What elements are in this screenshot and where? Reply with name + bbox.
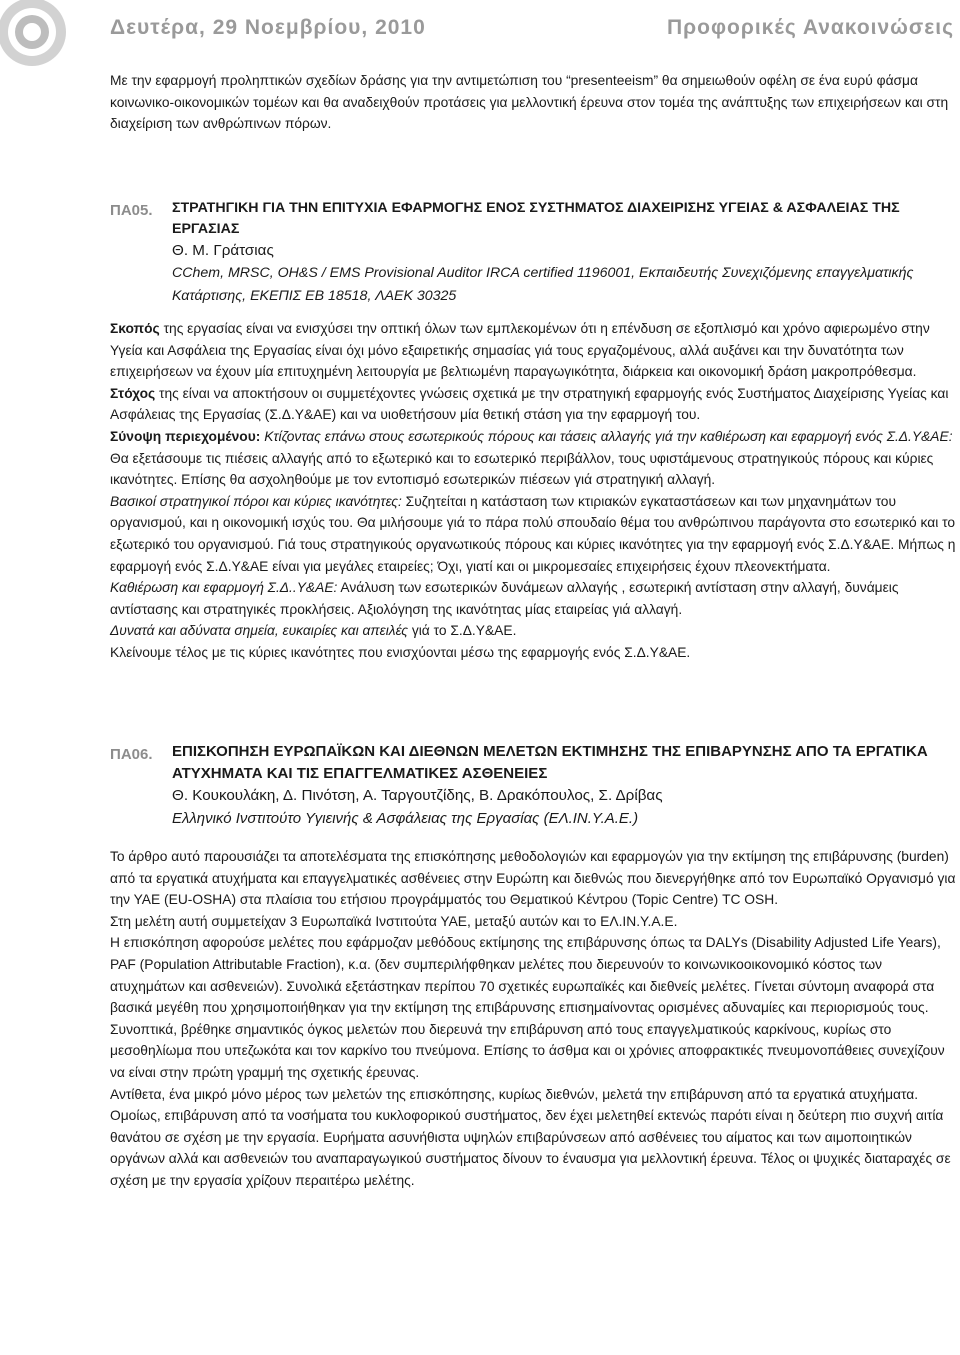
abstract-authors: Θ. Κουκουλάκη, Δ. Πινότση, Α. Ταργουτζίδης, Β. Δρακόπουλος, Σ. Δρίβας — [172, 787, 663, 804]
swot-label: Δυνατά και αδύνατα σημεία, ευκαιρίες και απειλές — [110, 623, 408, 639]
abstract-header-pa06 — [172, 741, 958, 830]
body-paragraph: Το άρθρο αυτό παρουσιάζει τα αποτελέσματα της επισκόπησης μεθοδολογιών και εφαρμογών για την εκτίμηση της επιβάρυνσης (burden) από τα εργατικά ατυχήματα και επαγγελματικές ασθένειες στην Ευρώπη και διεθνώς που διενεργήθηκε από τον Ευρωπαϊκό Οργανισμό για την ΥΑΕ (EU-OSHA) στα πλαίσια του ετήσιου προγράμματός του Θεματικού Κέντρου (Topic Centre) TC OSH. — [110, 849, 956, 908]
purpose-label: Σκοπός — [110, 321, 160, 336]
goal-paragraph — [110, 383, 958, 426]
implementation-text: Ανάλυση των εσωτερικών δυνάμεων αλλαγής , εσωτερική αντίσταση στην αλλαγή, δυνάμεις αντίστασης και στρατηγικές προκλήσεις. Αξιολόγηση της ικανότητας μίας εταιρείας γιά αλλαγή. — [110, 580, 899, 617]
abstract-title: ΕΠΙΣΚΟΠΗΣΗ ΕΥΡΩΠΑΪΚΩΝ ΚΑΙ ΔΙΕΘΝΩΝ ΜΕΛΕΤΩΝ ΕΚΤΙΜΗΣΗΣ ΤΗΣ ΕΠΙΒΑΡΥΝΣΗΣ ΑΠΟ ΤΑ ΕΡΓΑΤΙΚΑ ΑΤΥΧΗΜΑΤΑ ΚΑΙ ΤΙΣ ΕΠΑΓΓΕΛΜΑΤΙΚΕΣ ΑΣΘΕΝΕΙΕΣ — [172, 743, 928, 782]
header-date: Δευτέρα, 29 Νοεμβρίου, 2010 — [110, 16, 426, 39]
swot-text: γιά το Σ.Δ.Υ&ΑΕ. — [407, 623, 517, 639]
resources-paragraph — [110, 491, 958, 577]
closing-paragraph: Κλείνουμε τέλος με τις κύριες ικανότητες που ενισχύονται μέσω της εφαρμογής ενός Σ.Δ.Υ&ΑΕ. — [110, 644, 691, 660]
header-section-title: Προφορικές Ανακοινώσεις — [667, 16, 954, 39]
abstract-body-pa05 — [110, 318, 958, 664]
abstract-affiliation: Ελληνικό Ινστιτούτο Υγιεινής & Ασφάλειας της Εργασίας (ΕΛ.ΙΝ.Υ.Α.Ε.) — [172, 809, 639, 827]
purpose-text: της εργασίας είναι να ενισχύσει την οπτική όλων των εμπλεκομένων ότι η επένδυση σε εξοπλισμό και χρόνο αφιερωμένο στην Υγεία και Ασφάλεια της Εργασίας είναι όχι μόνο εξαιρετικής σημασίας γιά τους εργαζομένους, αλλά αυξάνει και την δυνατότητα των επιχειρήσεων να έχουν μία επιτυχημένη λειτουργία με βελτιωμένη παραγωγικότητα, διάρκεια και οικονομική δράση μακροπρόθεσμα. — [110, 321, 930, 380]
summary-paragraph — [110, 426, 958, 491]
abstract-title: ΣΤΡΑΤΗΓΙΚΗ ΓΙΑ ΤΗΝ ΕΠΙΤΥΧΙΑ ΕΦΑΡΜΟΓΗΣ ΕΝΟΣ ΣΥΣΤΗΜΑΤΟΣ ΔΙΑΧΕΙΡΙΣΗΣ ΥΓΕΙΑΣ & ΑΣΦΑΛΕΙΑΣ ΤΗΣ ΕΡΓΑΣΙΑΣ — [172, 200, 900, 237]
abstract-code-pa05: ΠΑ05. — [110, 202, 153, 219]
swot-paragraph — [110, 620, 958, 642]
goal-text: της είναι να αποκτήσουν οι συμμετέχοντες γνώσεις σχετικά με την στρατηγική εφαρμογής ενός Συστήματος Διαχείρισης Υγείας και Ασφάλειας της Εργασίας (Σ.Δ.Υ&ΑΕ) και να υιοθετήσουν μία θετική στάση για την εφαρμογή του. — [110, 385, 949, 423]
goal-label: Στόχος — [110, 385, 156, 401]
circle-logo-icon — [0, 0, 74, 74]
abstract-code-pa06: ΠΑ06. — [110, 746, 153, 763]
body-paragraph: Στη μελέτη αυτή συμμετείχαν 3 Ευρωπαϊκά Ινστιτούτα ΥΑΕ, μεταξύ αυτών και το ΕΛ.ΙΝ.Υ.Α.Ε. — [110, 913, 678, 929]
abstract-body-pa06 — [110, 846, 958, 1192]
resources-text: Συζητείται η κατάσταση των κτιριακών εγκαταστάσεων και των μηχανημάτων του οργανισμού, και η οικονομική ισχύς του. Θα μιλήσουμε γιά το πάρα πολύ σπουδαίο θέμα του ανθρώπινου παράγοντα στο εσωτερικό και το εξωτερικό του οργανισμού. Γιά τους στρατηγικούς οργανωτικούς πόρους και κύριες ικανότητες για την εφαρμογή ενός Σ.Δ.Υ&ΑΕ. Μήπως η εφαρμογή ενός Σ.Δ.Υ&ΑΕ είναι για μεγάλες εταιρείες; Όχι, γιατί και οι μικρομεσαίες επιχειρήσεις έχουν πλεονεκτήματα. — [110, 493, 956, 574]
purpose-paragraph — [110, 318, 958, 383]
body-paragraph: Η επισκόπηση αφορούσε μελέτες που εφάρμοζαν μεθόδους εκτίμησης της επιβάρυνσης όπως τα DALYs (Disability Adjusted Life Years), PAF (Population Attributable Fraction), κ.α. (δεν συμπεριλήφθηκαν μελέτες που διερευνούν το κοινωνικοοικονομικό κόστος των ατυχημάτων και ασθενειών). Συνολικά εξετάστηκαν περίπου 70 σχετικές ευρωπαϊκές και διεθνείς μελέτες. Γίνεται σύντομη αναφορά στα βασικά μεγέθη που χρησιμοποιήθηκαν για την εκτίμηση της επιβάρυνσης επισημαίνοντας ορισμένες αδυναμίες και περιορισμούς τους. — [110, 935, 941, 1016]
summary-text: Θα εξετάσουμε τις πιέσεις αλλαγής από το εξωτερικό και το εσωτερικό περιβάλλον, τους υφιστάμενους στρατηγικούς πόρους και κύριες ικανότητες. Επίσης θα ασχοληθούμε με τον εντοπισμό εσωτερικών πιέσεων γιά στρατηγική αλλαγή. — [110, 450, 934, 488]
body-paragraph: Αντίθετα, ένα μικρό μόνο μέρος των μελετών της επισκόπησης, κυρίως διεθνών, μελετά την επιβάρυνση από τα εργατικά ατυχήματα. — [110, 1086, 919, 1102]
body-paragraph: Ομοίως, επιβάρυνση από τα νοσήματα του κυκλοφορικού συστήματος, δεν έχει μελετηθεί εκτενώς παρότι είναι η δεύτερη πιο συχνή αιτία θανάτου σε σχέση με την εργασία. Ευρήματα ασυνήθιστα υψηλών επιβαρύνσεων από ασθένειες του αίματος και των αιμοποιητικών οργάνων αλλά και ασθενειών του αναπαραγωγικού συστήματος δίνουν το έναυσμα για μελλοντική έρευνα. Τέλος οι ψυχικές διαταραχές σε σχέση με την εργασία χρίζουν περαιτέρω μελέτης. — [110, 1108, 951, 1188]
body-paragraph: Συνοπτικά, βρέθηκε σημαντικός όγκος μελετών που διερευνά την επιβάρυνση από τους επαγγελματικούς καρκίνους, κυρίως στο μεσοθηλίωμα που υπεζωκότα και τον καρκίνο του πνεύμονα. Επίσης το άσθμα και οι χρόνιες αποφρακτικές πνευμονοπάθειες συνεχίζουν να είναι στην πρώτη γραμμή της σχετικής έρευνας. — [110, 1021, 945, 1080]
implementation-paragraph — [110, 577, 958, 620]
abstract-affiliation: CChem, MRSC, OH&S / EMS Provisional Auditor IRCA certified 1196001, Εκπαιδευτής Συνεχιζόμενης επαγγελματικής Κατάρτισης, ΕΚΕΠΙΣ ΕΒ 18518, ΛΑΕΚ 30325 — [172, 264, 914, 304]
abstract-authors: Θ. Μ. Γράτσιας — [172, 242, 274, 259]
intro-paragraph: Με την εφαρμογή προληπτικών σχεδίων δράσης για την αντιμετώπιση του “presenteeism” θα σημειωθούν οφέλη σε ένα ευρύ φάσμα κοινωνικο-οικονομικών τομέων και θα αναδειχθούν προτάσεις για μελλοντική έρευνα στον τομέα της ανάπτυξης των επιχειρήσεων και στη διαχείριση των ανθρώπινων πόρων. — [110, 73, 949, 131]
summary-label: Σύνοψη περιεχομένου: — [110, 428, 261, 444]
implementation-label: Καθιέρωση και εφαρμογή Σ.Δ..Υ&ΑΕ: — [110, 580, 338, 596]
resources-label: Βασικοί στρατηγικοί πόροι και κύριες ικανότητες: — [110, 493, 402, 509]
abstract-header-pa05 — [172, 198, 958, 308]
summary-italic: Κτίζοντας επάνω στους εσωτερικούς πόρους και τάσεις αλλαγής γιά την καθιέρωση και εφαρμογή ενός Σ.Δ.Υ&ΑΕ: — [260, 428, 953, 444]
